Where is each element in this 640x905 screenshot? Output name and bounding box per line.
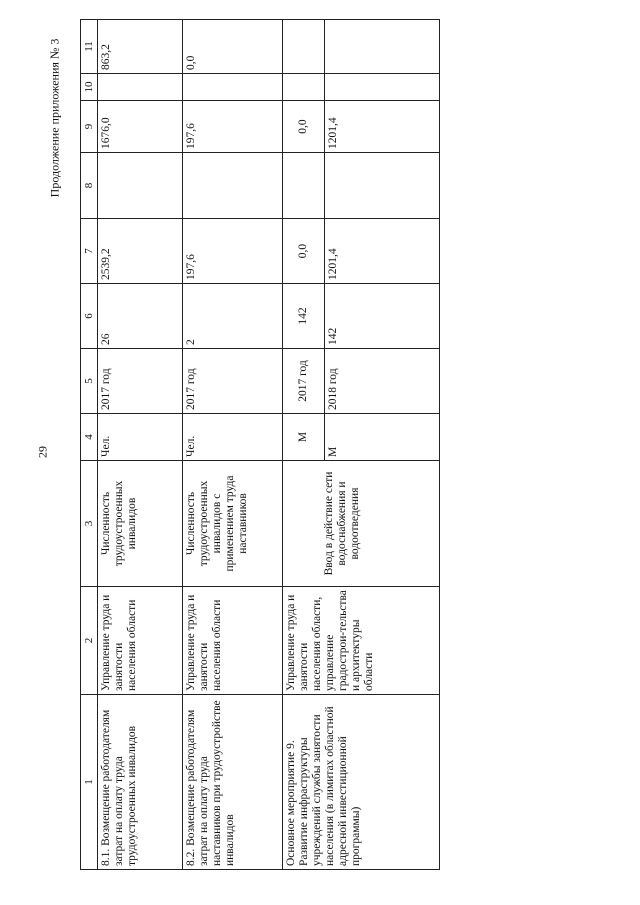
rotated-table-container: [80, 20, 440, 870]
total-cost: 1201,4: [325, 219, 440, 284]
col11: 0,0: [183, 20, 283, 74]
col10: [283, 74, 325, 101]
total-cost: 2539,2: [98, 219, 183, 284]
col11: [325, 20, 440, 74]
col10: [183, 74, 283, 101]
unit: М: [325, 414, 440, 461]
header-cell: 8: [81, 153, 98, 219]
col10: [98, 74, 183, 101]
table-row: [183, 20, 283, 870]
col9: 197,6: [183, 101, 283, 153]
header-cell: 2: [81, 587, 98, 695]
year: 2017 год: [283, 349, 325, 414]
col9: 1201,4: [325, 101, 440, 153]
table-row: [283, 20, 325, 870]
header-cell: 10: [81, 74, 98, 101]
col11: 863,2: [98, 20, 183, 74]
executor: Управление труда и занятости населения области: [98, 587, 183, 695]
measure-name: 8.1. Возмещение работодателям затрат на оплату труда трудоустроенных инвалидов: [98, 695, 183, 870]
header-cell: 5: [81, 349, 98, 414]
header-cell: 7: [81, 219, 98, 284]
indicator: Ввод в действие сети водоснабжения и водоотведения: [283, 461, 440, 587]
indicator: Численность трудоустроенных инвалидов с применением труда наставников: [183, 461, 283, 587]
value: 142: [325, 284, 440, 349]
header-cell: 4: [81, 414, 98, 461]
unit: М: [283, 414, 325, 461]
header-cell: 11: [81, 20, 98, 74]
value: 26: [98, 284, 183, 349]
unit: Чел.: [98, 414, 183, 461]
measure-name: 8.2. Возмещение работодателям затрат на оплату труда наставников при трудоустройстве инвалидов: [183, 695, 283, 870]
col11: [283, 20, 325, 74]
executor: Управление труда и занятости населения области: [183, 587, 283, 695]
col8: [325, 153, 440, 219]
measure-name: Основное мероприятие 9. Развитие инфраструктуры учреждений службы занятости населения (в лимитах областной адресной инвестиционной программы): [283, 695, 440, 870]
appendix-caption: Продолжение приложения № 3: [47, 38, 62, 198]
col9: 1676,0: [98, 101, 183, 153]
indicator: Численность трудоустроенных инвалидов: [98, 461, 183, 587]
header-cell: 6: [81, 284, 98, 349]
value: 2: [183, 284, 283, 349]
executor: Управление труда и занятости населения области, управление градострои-тельства и архитектуры области: [283, 587, 440, 695]
col8: [183, 153, 283, 219]
year: 2018 год: [325, 349, 440, 414]
col8: [283, 153, 325, 219]
header-row: [81, 20, 98, 870]
page-number: 29: [35, 446, 50, 458]
col10: [325, 74, 440, 101]
total-cost: 0,0: [283, 219, 325, 284]
data-table: [80, 19, 440, 870]
header-cell: 9: [81, 101, 98, 153]
year: 2017 год: [98, 349, 183, 414]
header-cell: 1: [81, 695, 98, 870]
header-cell: 3: [81, 461, 98, 587]
table-row: [98, 20, 183, 870]
col8: [98, 153, 183, 219]
unit: Чел.: [183, 414, 283, 461]
col9: 0,0: [283, 101, 325, 153]
year: 2017 год: [183, 349, 283, 414]
total-cost: 197,6: [183, 219, 283, 284]
value: 142: [283, 284, 325, 349]
